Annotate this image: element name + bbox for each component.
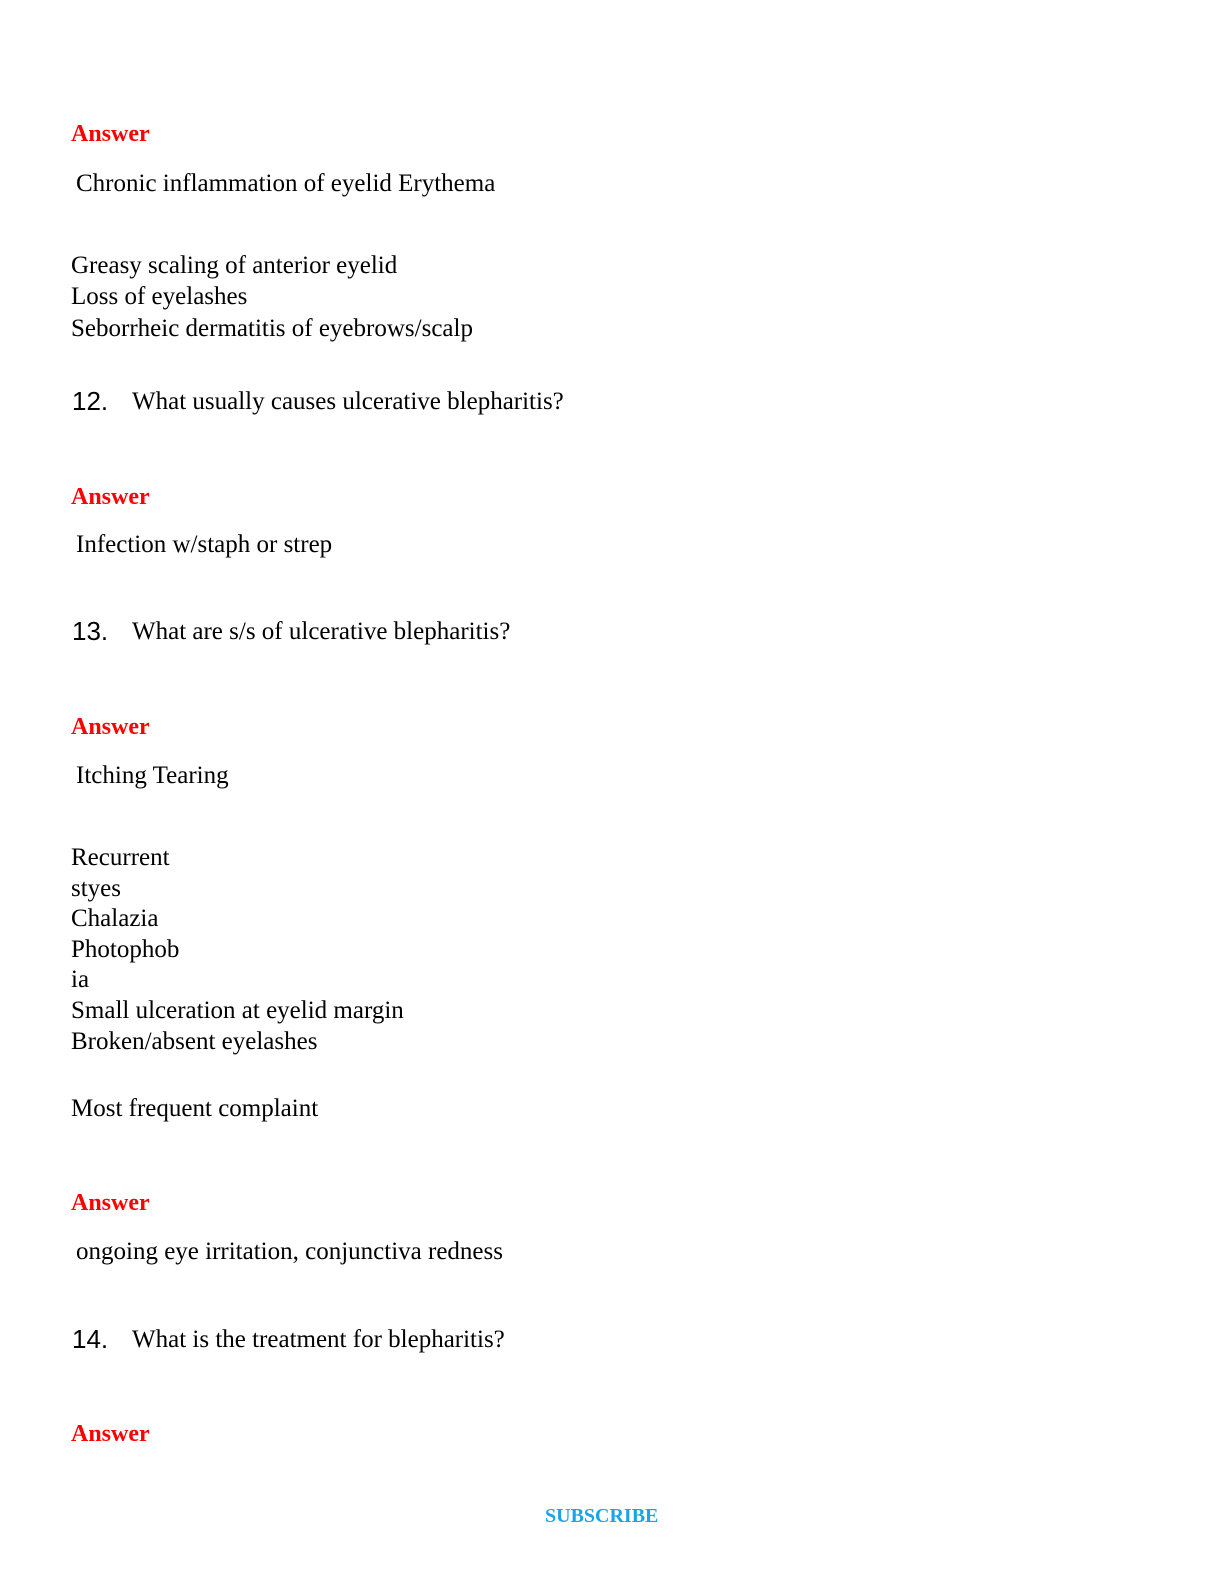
answer-line: styes bbox=[71, 875, 121, 902]
answer-line: Small ulceration at eyelid margin bbox=[71, 997, 404, 1024]
answer-line: Loss of eyelashes bbox=[71, 283, 248, 310]
answer-text: ongoing eye irritation, conjunctiva redness bbox=[76, 1238, 503, 1265]
answer-line: Broken/absent eyelashes bbox=[71, 1028, 318, 1055]
subscribe-link[interactable]: SUBSCRIBE bbox=[545, 1505, 659, 1527]
answer-text: Itching Tearing bbox=[76, 762, 229, 789]
question-text: What is the treatment for blepharitis? bbox=[132, 1326, 505, 1353]
answer-label: Answer bbox=[71, 1190, 150, 1216]
question-number: 12. bbox=[72, 386, 109, 416]
answer-line: ia bbox=[71, 966, 90, 993]
answer-label: Answer bbox=[71, 121, 150, 147]
answer-text: Infection w/staph or strep bbox=[76, 531, 333, 558]
answer-text: Chronic inflammation of eyelid Erythema bbox=[76, 170, 496, 197]
answer-label: Answer bbox=[71, 484, 150, 510]
answer-line: Greasy scaling of anterior eyelid bbox=[71, 252, 398, 279]
question-number: 14. bbox=[72, 1324, 109, 1354]
question-text: What usually causes ulcerative blepharitis? bbox=[132, 388, 564, 415]
question-text: Most frequent complaint bbox=[71, 1095, 319, 1122]
answer-line: Seborrheic dermatitis of eyebrows/scalp bbox=[71, 315, 473, 342]
answer-line: Recurrent bbox=[71, 844, 170, 871]
answer-label: Answer bbox=[71, 714, 150, 740]
answer-label: Answer bbox=[71, 1421, 150, 1447]
question-number: 13. bbox=[72, 616, 109, 646]
question-text: What are s/s of ulcerative blepharitis? bbox=[132, 618, 511, 645]
answer-line: Chalazia bbox=[71, 905, 159, 932]
answer-line: Photophob bbox=[71, 936, 180, 963]
